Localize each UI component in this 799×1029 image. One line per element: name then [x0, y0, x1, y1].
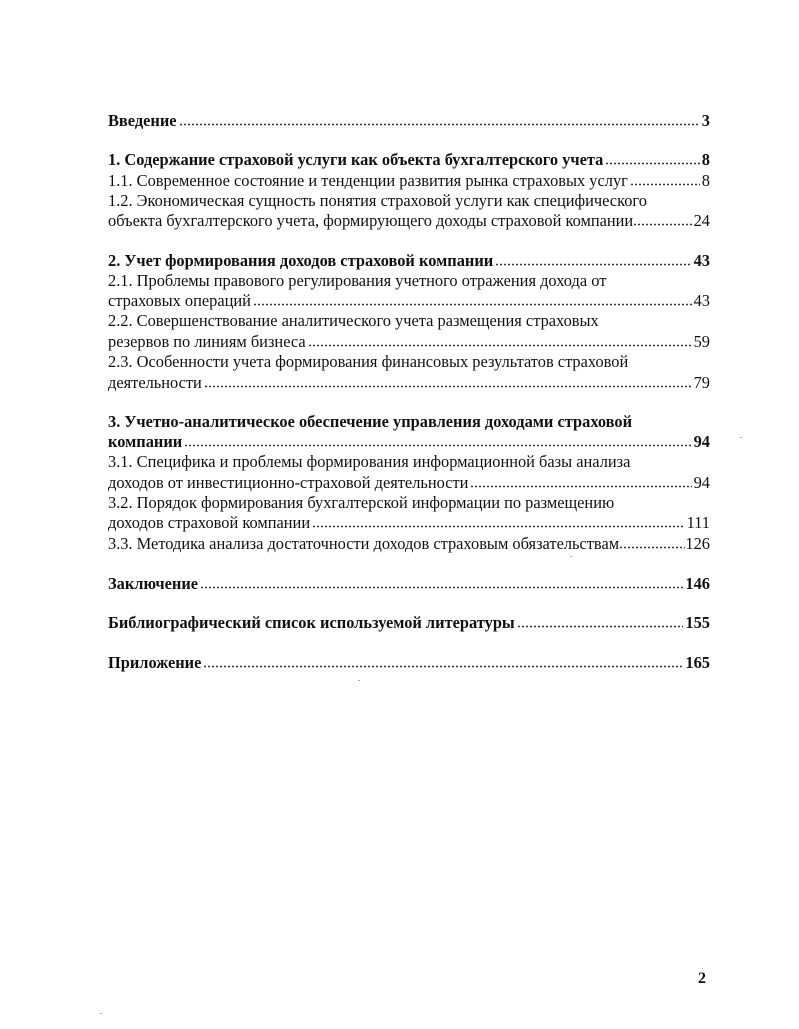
toc-entry-title: страховых операций [108, 291, 251, 311]
toc-entry-line [108, 291, 710, 312]
toc-entry-title: 1.1. Современное состояние и тенденции развития рынка страховых услуг [108, 170, 628, 190]
toc-entry-s3-1 [108, 452, 710, 493]
dot-leader [630, 170, 700, 186]
scan-speck [740, 437, 742, 438]
toc-entry-appendix [108, 652, 710, 673]
dot-leader [308, 331, 692, 347]
toc-entry-title: доходов страховой компании [108, 513, 311, 533]
toc-entry-title: Заключение [108, 573, 199, 593]
toc-entry-line [108, 652, 710, 673]
toc-page-number: 126 [685, 533, 710, 553]
toc-entry-biblio [108, 613, 710, 634]
toc-entry-text: 2.3. Особенности учета формирования финансовых результатов страховой [108, 352, 629, 372]
toc-entry-s3-3 [108, 533, 710, 554]
toc-entry-s2-1 [108, 271, 710, 312]
dot-leader [184, 432, 691, 448]
toc-entry-line [108, 331, 710, 352]
toc-entry-title: Введение [108, 110, 177, 130]
dot-leader [470, 472, 691, 488]
toc-entry-s2-2 [108, 311, 710, 352]
dot-leader [633, 211, 693, 227]
toc-page-number: 155 [685, 613, 710, 633]
toc-entry-line [108, 573, 710, 594]
toc-page-number: 59 [693, 332, 710, 352]
toc-page-number: 111 [686, 513, 710, 533]
dot-leader [312, 513, 685, 529]
toc-entry-text: 1.2. Экономическая сущность понятия страховой услуги как специфического [108, 190, 647, 210]
toc-page-number: 43 [693, 250, 710, 270]
dot-leader [204, 372, 692, 388]
toc-entry-line [108, 372, 710, 393]
toc-page-number: 8 [701, 170, 710, 190]
toc-entry-intro [108, 110, 710, 131]
toc-page-number: 146 [685, 573, 710, 593]
scan-speck [100, 1013, 102, 1014]
toc-entry-ch1 [108, 150, 710, 171]
toc-entry-line [108, 170, 710, 191]
toc-entry-ch2 [108, 250, 710, 271]
toc-entry-line [108, 472, 710, 493]
toc-entry-ch3 [108, 412, 710, 453]
toc-entry-title: 3.3. Методика анализа достаточности доходов страховым обязательствам [108, 533, 620, 553]
toc-page-number: 24 [693, 211, 710, 231]
dot-leader [200, 573, 683, 589]
toc-entry-title: 2. Учет формирования доходов страховой компании [108, 250, 494, 270]
toc-page-number: 8 [701, 150, 710, 170]
dot-leader [517, 613, 684, 629]
table-of-contents [108, 110, 710, 673]
toc-entry-line [108, 250, 710, 271]
dot-leader [203, 652, 683, 668]
toc-entry-line [108, 533, 710, 554]
dot-leader [253, 291, 692, 307]
dot-leader [495, 250, 691, 266]
toc-entry-text: 2.1. Проблемы правового регулирования учетного отражения дохода от [108, 270, 607, 290]
toc-entry-line [108, 110, 710, 131]
toc-entry-title: Библиографический список используемой литературы [108, 613, 515, 633]
toc-entry-line [108, 513, 710, 534]
scan-speck [570, 556, 572, 557]
toc-entry-text: 3.1. Специфика и проблемы формирования информационной базы анализа [108, 452, 631, 472]
page-number: 2 [698, 970, 706, 987]
toc-entry-text: 3.2. Порядок формирования бухгалтерской информации по размещению [108, 492, 615, 512]
toc-entry-line [108, 432, 710, 453]
toc-page-number: 79 [693, 372, 710, 392]
toc-page-number: 3 [701, 110, 710, 130]
scan-speck [358, 680, 360, 681]
toc-entry-s2-3 [108, 352, 710, 393]
toc-entry-s1-1 [108, 170, 710, 191]
toc-entry-text: 3. Учетно-аналитическое обеспечение управления доходами страховой [108, 411, 633, 431]
toc-entry-s1-2 [108, 191, 710, 232]
toc-page-number: 165 [685, 652, 710, 672]
toc-entry-title: доходов от инвестиционно-страховой деятельности [108, 472, 469, 492]
toc-entry-line [108, 211, 710, 232]
toc-entry-line [108, 150, 710, 171]
toc-entry-title: объекта бухгалтерского учета, формирующего доходы страховой компании [108, 211, 634, 231]
toc-entry-title: 1. Содержание страховой услуги как объекта бухгалтерского учета [108, 150, 604, 170]
toc-page-number: 94 [693, 432, 710, 452]
toc-page-number: 94 [693, 472, 710, 492]
toc-page-number: 43 [693, 291, 710, 311]
dot-leader [179, 110, 700, 126]
toc-entry-line [108, 613, 710, 634]
toc-entry-concl [108, 573, 710, 594]
dot-leader [605, 150, 700, 166]
toc-entry-s3-2 [108, 493, 710, 534]
toc-entry-title: деятельности [108, 372, 202, 392]
dot-leader [619, 533, 685, 549]
toc-entry-title: резервов по линиям бизнеса [108, 332, 306, 352]
toc-entry-text: 2.2. Совершенствование аналитического учета размещения страховых [108, 311, 599, 331]
toc-entry-title: Приложение [108, 652, 202, 672]
toc-entry-title: компании [108, 432, 183, 452]
